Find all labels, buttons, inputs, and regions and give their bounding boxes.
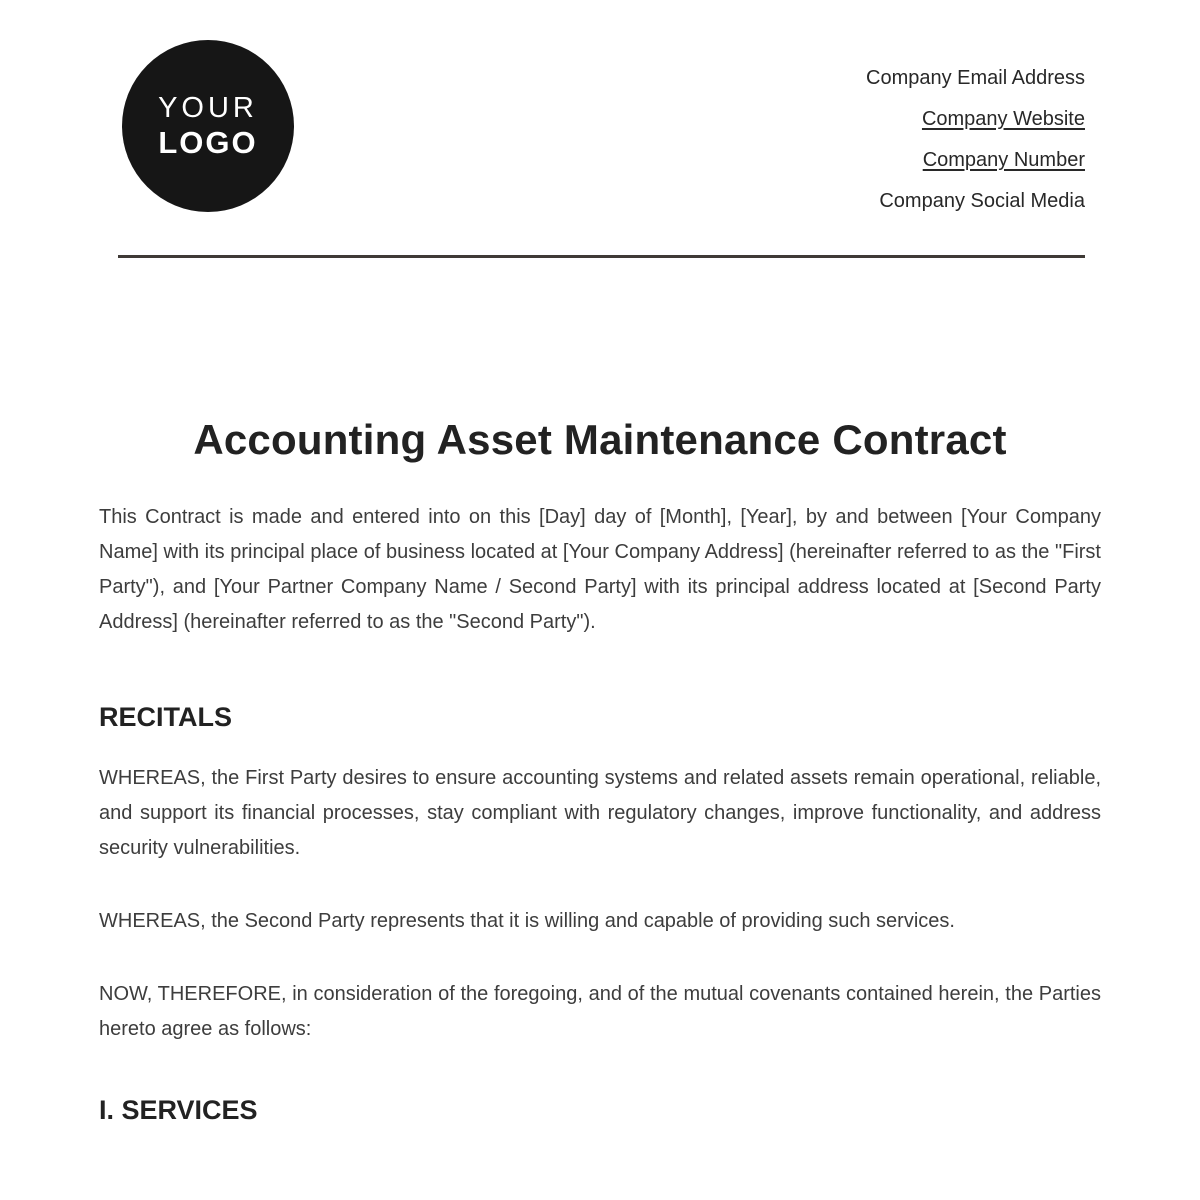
recitals-paragraph-2: WHEREAS, the Second Party represents that it is willing and capable of providing such services. [99, 910, 955, 932]
services-heading: I. SERVICES [99, 1095, 258, 1125]
document-header [0, 0, 1200, 222]
recitals-paragraph-3: NOW, THEREFORE, in consideration of the foregoing, and of the mutual covenants contained herein, the Parties hereto agree as follows: [99, 983, 1101, 1040]
company-email-address: Company Email Address [866, 67, 1085, 89]
logo-text-line1: YOUR [158, 91, 258, 124]
company-website-link[interactable]: Company Website [921, 108, 1085, 130]
document-body [0, 416, 1200, 1126]
intro-paragraph: This Contract is made and entered into on this [Day] day of [Month], [Year], by and between [Your Company Name] with its principal place of business located at [Your Company Address] (hereinafter referred to as the "First Party"), and [Your Partner Company Name / Second Party] with its principal address located at [Second Party Address] (hereinafter referred to as the "Second Party"). [99, 506, 1101, 633]
recitals-heading: RECITALS [99, 702, 232, 732]
logo-text-line2: LOGO [158, 124, 258, 160]
company-logo [122, 40, 294, 212]
company-number-link[interactable]: Company Number [922, 149, 1085, 171]
header-divider [118, 255, 1085, 258]
document-title: Accounting Asset Maintenance Contract [193, 416, 1007, 463]
company-social-media: Company Social Media [879, 190, 1085, 212]
company-contact-info [866, 40, 1085, 222]
recitals-paragraph-1: WHEREAS, the First Party desires to ensure accounting systems and related assets remain operational, reliable, and support its financial processes, stay compliant with regulatory changes, improve functionality, and address security vulnerabilities. [99, 767, 1101, 859]
